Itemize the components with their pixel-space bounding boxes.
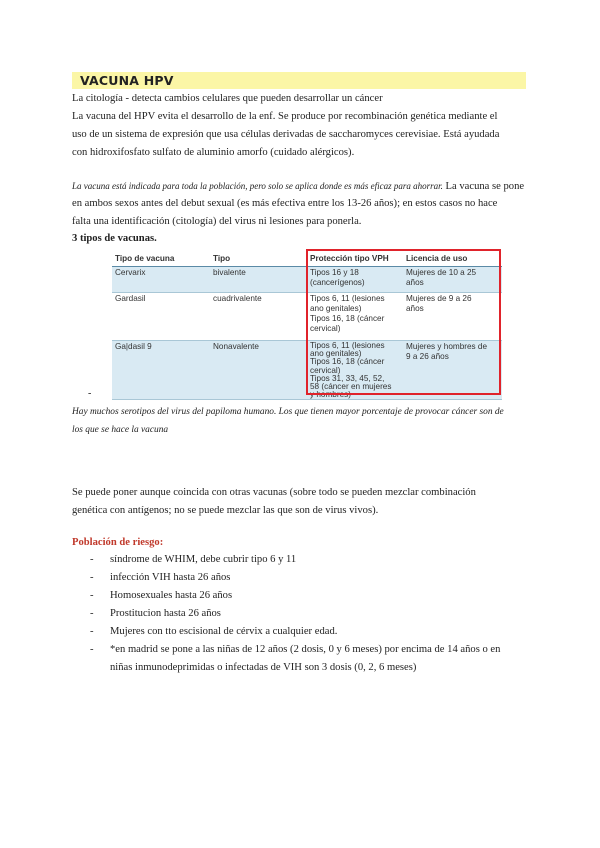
table-header-cell: Tipo de vacuna bbox=[115, 254, 175, 263]
combo-line: Se puede poner aunque coincida con otras vacunas (sobre todo se pueden mezclar combinación bbox=[72, 487, 476, 498]
table-header-cell: Protección tipo VPH bbox=[310, 254, 389, 263]
page-title: VACUNA HPV bbox=[80, 73, 174, 88]
vaccine-table bbox=[112, 252, 502, 400]
indication-italic: La vacuna está indicada para toda la población, pero solo se aplica donde es más eficaz para ahorrar. bbox=[72, 181, 443, 191]
risk-item-text: infección VIH hasta 26 años bbox=[110, 572, 231, 583]
list-dash: - bbox=[90, 608, 94, 619]
stray-dash: - bbox=[88, 388, 92, 399]
cell-line: 58 (cáncer en mujeres bbox=[310, 382, 392, 392]
indication-rest: La vacuna se pone bbox=[442, 181, 525, 192]
list-dash: - bbox=[90, 572, 94, 583]
cell-line: cervical) bbox=[310, 365, 341, 375]
table-row bbox=[112, 293, 502, 341]
table-cell: Gardasil bbox=[115, 294, 146, 303]
cell-line: Tipos 6, 11 (lesiones bbox=[310, 341, 385, 350]
cell-line: años bbox=[406, 304, 424, 313]
indication-line bbox=[72, 179, 524, 194]
table-cell bbox=[403, 341, 502, 399]
serotypes-line: los que se hace la vacuna bbox=[72, 425, 169, 435]
intro-line: La vacuna del HPV evita el desarrollo de la enf. Se produce por recombinación genética mediante el bbox=[72, 111, 498, 122]
cell-line: Tipos 16, 18 (cáncer bbox=[310, 357, 385, 367]
risk-item-text: Prostitucion hasta 26 años bbox=[110, 608, 221, 619]
intro-line: La citología - detecta cambios celulares que pueden desarrollar un cáncer bbox=[72, 93, 383, 104]
cell-line: ano genitales) bbox=[310, 349, 362, 359]
indication-line: en ambos sexos antes del debut sexual (es más efectiva entre los 13-26 años); en estos casos no hace bbox=[72, 198, 498, 209]
cell-line: Tipos 16, 18 (cáncer bbox=[310, 314, 385, 323]
cell-line: Tipos 16 y 18 bbox=[310, 268, 359, 277]
table-header-cell: Tipo bbox=[213, 254, 231, 263]
risk-item-text: Mujeres con tto escisional de cérvix a cualquier edad. bbox=[110, 626, 338, 637]
serotypes-line: Hay muchos serotipos del virus del papiloma humano. Los que tienen mayor porcentaje de provocar cáncer son de bbox=[72, 407, 504, 417]
table-header-row bbox=[112, 252, 502, 267]
table-row bbox=[112, 267, 502, 293]
risk-item-text: niñas inmunodeprimidas o infectadas de VIH son 3 dosis (0, 2, 6 meses) bbox=[110, 662, 417, 673]
list-dash: - bbox=[90, 554, 94, 565]
table-cell bbox=[307, 267, 403, 292]
risk-item-text: Homosexuales hasta 26 años bbox=[110, 590, 233, 601]
cell-line: Mujeres y hombres de bbox=[406, 342, 487, 351]
cell-line: Mujeres de 10 a 25 bbox=[406, 268, 477, 277]
table-cell bbox=[307, 293, 403, 340]
table-cell: cuadrivalente bbox=[213, 294, 262, 303]
risk-item-text: *en madrid se pone a las niñas de 12 años (2 dosis, 0 y 6 meses) por encima de 14 años o en bbox=[110, 644, 501, 655]
title-highlight bbox=[72, 72, 526, 89]
risk-item-text: síndrome de WHIM, debe cubrir tipo 6 y 11 bbox=[110, 554, 297, 565]
table-row bbox=[112, 341, 502, 400]
cell-line: (cancerígenos) bbox=[310, 278, 365, 287]
list-dash: - bbox=[90, 590, 94, 601]
risk-heading: Población de riesgo: bbox=[72, 537, 164, 548]
cell-line: y hombres) bbox=[310, 390, 351, 400]
table-cell bbox=[403, 293, 502, 340]
cell-line: ano genitales) bbox=[310, 304, 362, 313]
indication-line: falta una identificación (citología) del virus ni lesiones para ponerla. bbox=[72, 216, 362, 227]
table-cell bbox=[403, 267, 502, 292]
combo-line: genética con antígenos; no se puede mezclar las que son de virus vivos). bbox=[72, 505, 379, 516]
intro-line: con hidroxifosfato sulfato de aluminio amorfo (cuidado alérgicos). bbox=[72, 147, 355, 158]
types-heading: 3 tipos de vacunas. bbox=[72, 233, 157, 244]
list-dash: - bbox=[90, 644, 94, 655]
cell-line: Tipos 6, 11 (lesiones bbox=[310, 294, 385, 303]
cell-line: Mujeres de 9 a 26 bbox=[406, 294, 472, 303]
table-cell: Cervarix bbox=[115, 268, 146, 277]
cell-line: años bbox=[406, 278, 424, 287]
cell-line: 9 a 26 años bbox=[406, 352, 449, 361]
cell-line: cervical) bbox=[310, 324, 341, 333]
list-dash: - bbox=[90, 626, 94, 637]
table-cell bbox=[307, 341, 403, 399]
table-cell: Ga|dasil 9 bbox=[115, 342, 152, 351]
cell-line: Tipos 31, 33, 45, 52, bbox=[310, 373, 385, 383]
intro-line: uso de un sistema de expresión que usa células derivadas de saccharomyces cerevisiae. Está ayudada bbox=[72, 129, 500, 140]
table-header-cell: Licencia de uso bbox=[406, 254, 468, 263]
table-cell: Nonavalente bbox=[213, 342, 259, 351]
table-cell: bivalente bbox=[213, 268, 246, 277]
